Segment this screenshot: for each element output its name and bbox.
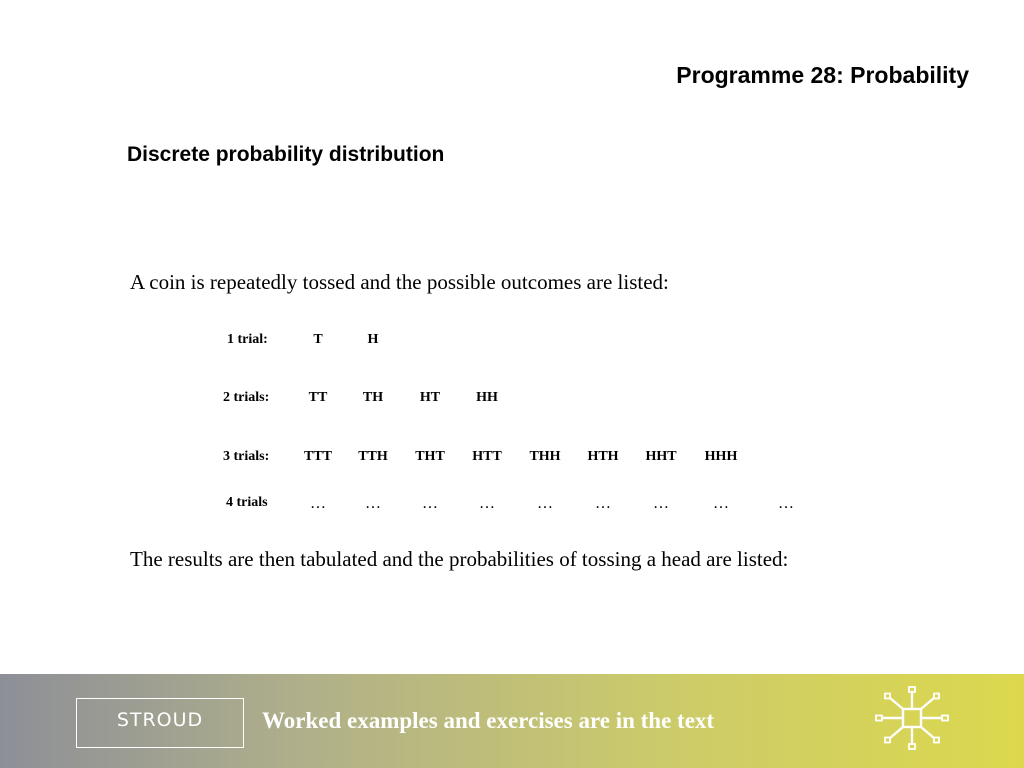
outcome: HHT bbox=[645, 449, 677, 464]
trial-label: 3 trials: bbox=[223, 449, 270, 464]
outcome: THT bbox=[415, 449, 445, 464]
ellipsis: … bbox=[595, 495, 611, 512]
footer-bar bbox=[0, 674, 1024, 768]
ellipsis: … bbox=[422, 495, 438, 512]
outcome: HTT bbox=[472, 449, 502, 464]
outcome: THH bbox=[529, 449, 561, 464]
ellipsis: … bbox=[653, 495, 669, 512]
brand-box bbox=[76, 698, 244, 748]
section-title: Discrete probability distribution bbox=[127, 143, 445, 166]
trial-label: 1 trial: bbox=[227, 332, 268, 347]
ellipsis: … bbox=[537, 495, 553, 512]
ellipsis: … bbox=[713, 495, 729, 512]
outcome: HT bbox=[419, 390, 441, 405]
ellipsis: … bbox=[479, 495, 495, 512]
conclusion-text: The results are then tabulated and the probabilities of tossing a head are listed: bbox=[130, 547, 789, 571]
outcome: TTT bbox=[303, 449, 333, 464]
intro-text: A coin is repeatedly tossed and the possible outcomes are listed: bbox=[130, 270, 669, 294]
ellipsis: … bbox=[310, 495, 326, 512]
ellipsis: … bbox=[778, 495, 794, 512]
outcome: TTH bbox=[358, 449, 388, 464]
outcome: HHH bbox=[704, 449, 738, 464]
outcome: H bbox=[367, 332, 379, 347]
ellipsis: … bbox=[365, 495, 381, 512]
outcome: TT bbox=[308, 390, 328, 405]
outcome: HH bbox=[476, 390, 498, 405]
programme-title: Programme 28: Probability bbox=[676, 62, 969, 88]
trial-label: 4 trials bbox=[226, 495, 268, 510]
outcome: T bbox=[313, 332, 323, 347]
brand-logo: STROUD bbox=[116, 709, 204, 731]
outcome: TH bbox=[362, 390, 384, 405]
outcome: HTH bbox=[587, 449, 619, 464]
trial-label: 2 trials: bbox=[223, 390, 270, 405]
circuit-node-icon bbox=[872, 686, 952, 750]
footer-text: Worked examples and exercises are in the text bbox=[262, 708, 715, 733]
